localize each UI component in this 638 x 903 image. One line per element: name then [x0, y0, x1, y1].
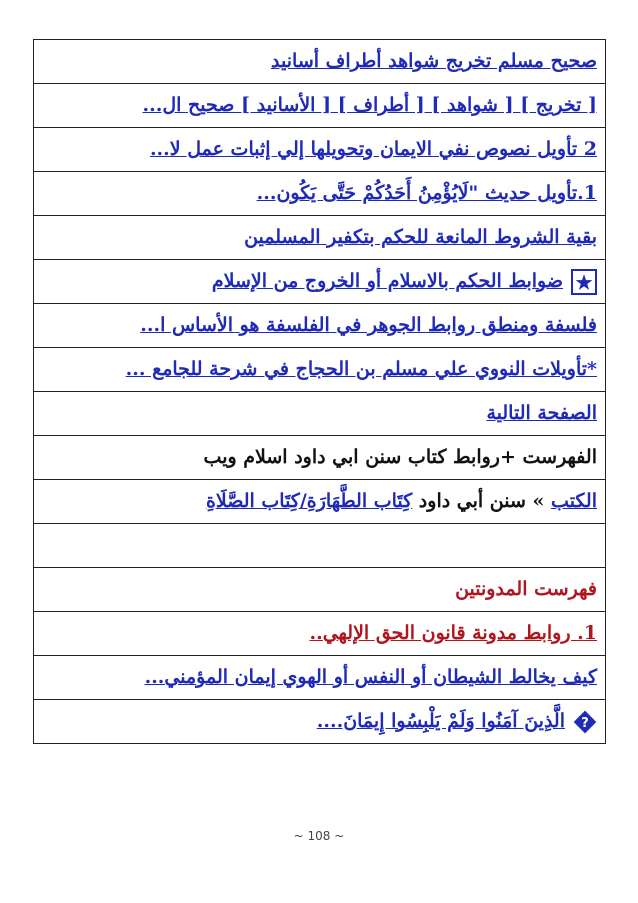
table-row [34, 216, 606, 260]
page-number: ~ 108 ~ [293, 829, 345, 843]
links-table [33, 39, 606, 744]
table-row [34, 304, 606, 348]
link-dawabit-hukm[interactable]: ضوابط الحكم بالاسلام أو الخروج من الإسلام [211, 269, 563, 292]
table-cell [34, 436, 606, 480]
table-cell [34, 568, 606, 612]
link-books[interactable]: الكتب [551, 490, 597, 513]
link-alladhina-amanu[interactable]: الَّذِينَ آمَنُوا وَلَمْ يَلْبِسُوا إِيمَانَ.... [316, 709, 565, 732]
table-cell [34, 392, 606, 436]
table-row [34, 260, 606, 304]
link-shurut-maniah[interactable]: بقية الشروط المانعة للحكم بتكفير المسلمين [244, 226, 597, 249]
table-cell [34, 84, 606, 128]
table-cell [34, 260, 606, 304]
link-falsafa[interactable]: فلسفة ومنطق روابط الجوهر في الفلسفة هو الأساس ا... [140, 314, 597, 337]
link-kitab-tahara-salah[interactable]: كِتَاب الطَّهَارَةِ/كِتَاب الصَّلَاةِ [205, 490, 413, 513]
link-tawil-hadith[interactable]: 1.تأويل حديث "لَايُؤْمِنُ أَحَدُكُمْ حَتَّى يَكُون... [256, 182, 597, 205]
blogs-index-heading: فهرست المدونتين [455, 578, 597, 601]
table-cell [34, 40, 606, 84]
table-row [34, 128, 606, 172]
table-cell [34, 612, 606, 656]
link-shaytan-nafs[interactable]: كيف يخالط الشيطان أو النفس أو الهوي إيمان المؤمني... [144, 666, 597, 689]
table-cell [34, 172, 606, 216]
table-cell [34, 656, 606, 700]
table-row [34, 392, 606, 436]
table-row [34, 656, 606, 700]
table-row [34, 612, 606, 656]
table-cell [34, 700, 606, 744]
breadcrumb-separator: » سنن أبي داود [412, 490, 552, 513]
link-takhrij-shawahid[interactable]: [ تخريج ] [ شواهد ] [ أطراف ] [ الأسانيد ] صحيح ال... [142, 94, 597, 117]
table-row [34, 84, 606, 128]
table-row [34, 568, 606, 612]
index-abu-dawud-text: الفهرست +روابط كتاب سنن ابي داود اسلام ويب [203, 446, 597, 469]
link-tawil-nusus[interactable]: 2 تأويل نصوص نفي الايمان وتحويلها إلي إثبات عمل لا... [149, 138, 597, 161]
table-cell [34, 128, 606, 172]
table-cell [34, 216, 606, 260]
table-row [34, 40, 606, 84]
table-row [34, 436, 606, 480]
link-sahih-muslim[interactable]: صحيح مسلم تخريج شواهد أطراف أسانيد [271, 50, 597, 73]
table-row [34, 700, 606, 744]
link-qanun-haqq[interactable]: 1. روابط مدونة قانون الحق الإلهي.. [309, 622, 597, 645]
svg-text:?: ? [581, 715, 589, 731]
diamond-icon [573, 710, 597, 734]
table-row [34, 524, 606, 568]
link-tawilat-nawawi[interactable]: *تأويلات النووي علي مسلم بن الحجاج في شرحة للجامع ... [125, 358, 597, 381]
table-cell [34, 348, 606, 392]
table-row [34, 172, 606, 216]
star-icon: ★ [571, 269, 597, 295]
table-cell [34, 480, 606, 524]
table-row [34, 480, 606, 524]
table-cell [34, 304, 606, 348]
table-row [34, 348, 606, 392]
empty-cell [34, 524, 606, 568]
link-next-page[interactable]: الصفحة التالية [486, 402, 597, 425]
